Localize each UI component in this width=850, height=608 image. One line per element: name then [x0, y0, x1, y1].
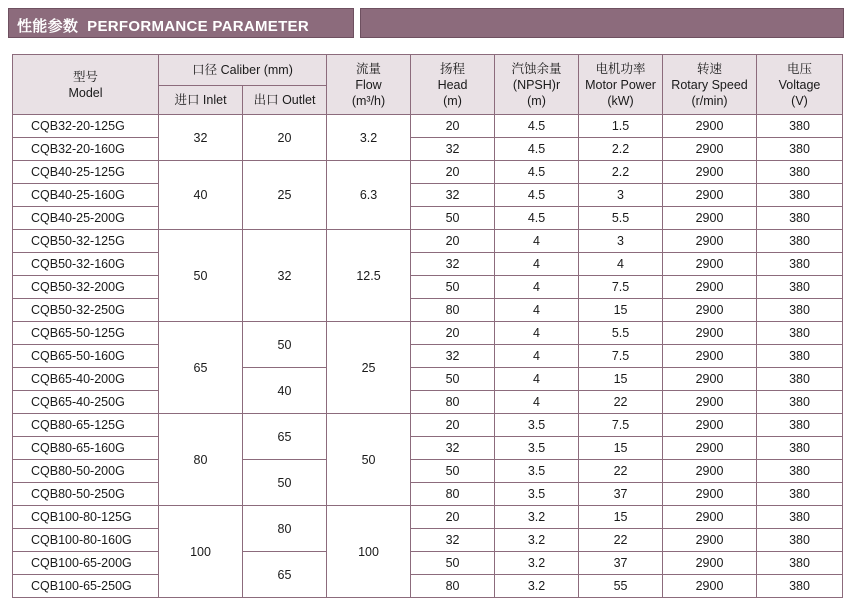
cell-speed: 2900 [663, 529, 757, 552]
cell-head: 32 [411, 437, 495, 460]
table-row [13, 368, 843, 391]
cell-speed: 2900 [663, 230, 757, 253]
cell-inlet: 32 [159, 115, 243, 161]
cell-head: 32 [411, 529, 495, 552]
cell-inlet: 50 [159, 230, 243, 322]
cell-power: 55 [579, 575, 663, 598]
cell-power: 2.2 [579, 161, 663, 184]
header-inlet: 进口 Inlet [159, 86, 243, 115]
cell-model: CQB32-20-160G [13, 138, 159, 161]
cell-npsh: 4.5 [495, 161, 579, 184]
cell-inlet: 100 [159, 506, 243, 598]
cell-model: CQB50-32-200G [13, 276, 159, 299]
cell-power: 15 [579, 299, 663, 322]
header-model [13, 55, 159, 115]
cell-head: 50 [411, 368, 495, 391]
header-outlet: 出口 Outlet [243, 86, 327, 115]
cell-npsh: 4 [495, 253, 579, 276]
page-title [17, 15, 309, 36]
cell-head: 32 [411, 253, 495, 276]
cell-model: CQB100-80-160G [13, 529, 159, 552]
cell-model: CQB65-50-160G [13, 345, 159, 368]
cell-voltage: 380 [757, 138, 843, 161]
cell-speed: 2900 [663, 322, 757, 345]
cell-speed: 2900 [663, 184, 757, 207]
table-row [13, 391, 843, 414]
header-head [411, 55, 495, 115]
cell-power: 15 [579, 368, 663, 391]
cell-model: CQB50-32-160G [13, 253, 159, 276]
cell-voltage: 380 [757, 437, 843, 460]
cell-head: 20 [411, 161, 495, 184]
cell-npsh: 4.5 [495, 138, 579, 161]
header-npsh-cn: 汽蚀余量 [511, 61, 562, 76]
table-row [13, 345, 843, 368]
cell-flow: 100 [327, 506, 411, 598]
cell-power: 22 [579, 529, 663, 552]
header-flow-cn: 流量 [356, 61, 382, 76]
cell-flow: 6.3 [327, 161, 411, 230]
title-bar-extension [360, 8, 844, 38]
cell-flow: 25 [327, 322, 411, 414]
cell-npsh: 3.2 [495, 575, 579, 598]
cell-npsh: 4 [495, 276, 579, 299]
cell-head: 32 [411, 138, 495, 161]
cell-npsh: 4.5 [495, 115, 579, 138]
cell-npsh: 4 [495, 345, 579, 368]
cell-power: 7.5 [579, 345, 663, 368]
cell-power: 15 [579, 437, 663, 460]
table-row [13, 483, 843, 506]
header-npsh [495, 55, 579, 115]
cell-inlet: 40 [159, 161, 243, 230]
header-flow-unit: (m³/h) [351, 93, 386, 108]
table-row [13, 575, 843, 598]
cell-inlet: 80 [159, 414, 243, 506]
cell-model: CQB65-40-250G [13, 391, 159, 414]
header-voltage-unit: (V) [791, 93, 808, 108]
header-speed-unit: (r/min) [691, 93, 728, 108]
table-row [13, 414, 843, 437]
cell-voltage: 380 [757, 460, 843, 483]
performance-table [12, 54, 843, 598]
cell-npsh: 4.5 [495, 184, 579, 207]
cell-model: CQB80-65-160G [13, 437, 159, 460]
cell-voltage: 380 [757, 230, 843, 253]
header-head-cn: 扬程 [440, 61, 466, 76]
cell-voltage: 380 [757, 345, 843, 368]
cell-outlet: 50 [243, 322, 327, 368]
cell-voltage: 380 [757, 322, 843, 345]
cell-speed: 2900 [663, 506, 757, 529]
cell-npsh: 3.5 [495, 460, 579, 483]
table-row [13, 552, 843, 575]
cell-outlet: 40 [243, 368, 327, 414]
cell-head: 20 [411, 506, 495, 529]
table-row [13, 437, 843, 460]
cell-npsh: 4 [495, 230, 579, 253]
table-row [13, 299, 843, 322]
cell-npsh: 3.5 [495, 483, 579, 506]
cell-model: CQB40-25-200G [13, 207, 159, 230]
cell-speed: 2900 [663, 391, 757, 414]
header-flow-en: Flow [355, 77, 382, 92]
cell-flow: 3.2 [327, 115, 411, 161]
cell-model: CQB32-20-125G [13, 115, 159, 138]
cell-power: 2.2 [579, 138, 663, 161]
cell-speed: 2900 [663, 483, 757, 506]
cell-power: 3 [579, 230, 663, 253]
table-row [13, 253, 843, 276]
header-power [579, 55, 663, 115]
table-body [13, 115, 843, 598]
header-npsh-unit: (m) [527, 93, 546, 108]
cell-voltage: 380 [757, 483, 843, 506]
cell-outlet: 32 [243, 230, 327, 322]
cell-outlet: 25 [243, 161, 327, 230]
table-row [13, 184, 843, 207]
cell-voltage: 380 [757, 207, 843, 230]
header-npsh-en: (NPSH)r [512, 77, 561, 92]
cell-power: 1.5 [579, 115, 663, 138]
cell-head: 32 [411, 345, 495, 368]
cell-model: CQB65-40-200G [13, 368, 159, 391]
header-power-cn: 电机功率 [595, 61, 646, 76]
table-row [13, 276, 843, 299]
title-cn: 性能参数 [17, 18, 79, 35]
cell-voltage: 380 [757, 414, 843, 437]
cell-npsh: 3.5 [495, 437, 579, 460]
cell-speed: 2900 [663, 552, 757, 575]
header-voltage [757, 55, 843, 115]
header-flow [327, 55, 411, 115]
cell-power: 4 [579, 253, 663, 276]
cell-power: 15 [579, 506, 663, 529]
cell-model: CQB40-25-125G [13, 161, 159, 184]
cell-npsh: 4.5 [495, 207, 579, 230]
table-row [13, 161, 843, 184]
cell-model: CQB80-50-200G [13, 460, 159, 483]
cell-model: CQB100-65-250G [13, 575, 159, 598]
cell-outlet: 20 [243, 115, 327, 161]
header-model-cn: 型号 [72, 69, 98, 84]
header-model-en: Model [68, 85, 103, 100]
cell-head: 20 [411, 322, 495, 345]
title-bar [8, 8, 844, 38]
cell-voltage: 380 [757, 529, 843, 552]
cell-head: 80 [411, 575, 495, 598]
header-speed-cn: 转速 [697, 61, 723, 76]
header-voltage-cn: 电压 [787, 61, 813, 76]
cell-speed: 2900 [663, 253, 757, 276]
cell-voltage: 380 [757, 276, 843, 299]
cell-model: CQB80-65-125G [13, 414, 159, 437]
cell-head: 80 [411, 299, 495, 322]
table-row [13, 529, 843, 552]
cell-power: 7.5 [579, 414, 663, 437]
cell-voltage: 380 [757, 575, 843, 598]
header-speed-en: Rotary Speed [671, 77, 748, 92]
cell-voltage: 380 [757, 161, 843, 184]
table-row [13, 230, 843, 253]
cell-speed: 2900 [663, 138, 757, 161]
cell-voltage: 380 [757, 253, 843, 276]
cell-voltage: 380 [757, 391, 843, 414]
header-caliber: 口径 Caliber (mm) [159, 55, 327, 86]
cell-model: CQB80-50-250G [13, 483, 159, 506]
cell-speed: 2900 [663, 299, 757, 322]
cell-head: 80 [411, 391, 495, 414]
cell-speed: 2900 [663, 161, 757, 184]
cell-outlet: 65 [243, 552, 327, 598]
cell-speed: 2900 [663, 115, 757, 138]
cell-power: 22 [579, 391, 663, 414]
cell-npsh: 3.2 [495, 552, 579, 575]
cell-inlet: 65 [159, 322, 243, 414]
cell-power: 5.5 [579, 207, 663, 230]
cell-speed: 2900 [663, 437, 757, 460]
cell-head: 20 [411, 414, 495, 437]
cell-head: 50 [411, 552, 495, 575]
cell-outlet: 65 [243, 414, 327, 460]
cell-flow: 50 [327, 414, 411, 506]
cell-flow: 12.5 [327, 230, 411, 322]
cell-head: 32 [411, 184, 495, 207]
cell-power: 5.5 [579, 322, 663, 345]
performance-table-wrapper [12, 54, 842, 598]
cell-head: 50 [411, 460, 495, 483]
cell-head: 80 [411, 483, 495, 506]
table-row [13, 460, 843, 483]
cell-npsh: 4 [495, 391, 579, 414]
cell-npsh: 3.2 [495, 506, 579, 529]
cell-npsh: 3.2 [495, 529, 579, 552]
table-row [13, 322, 843, 345]
cell-speed: 2900 [663, 368, 757, 391]
table-row [13, 138, 843, 161]
cell-speed: 2900 [663, 460, 757, 483]
cell-power: 7.5 [579, 276, 663, 299]
cell-model: CQB40-25-160G [13, 184, 159, 207]
cell-speed: 2900 [663, 345, 757, 368]
cell-model: CQB100-80-125G [13, 506, 159, 529]
cell-outlet: 80 [243, 506, 327, 552]
header-power-unit: (kW) [607, 93, 634, 108]
cell-model: CQB65-50-125G [13, 322, 159, 345]
cell-power: 37 [579, 483, 663, 506]
cell-outlet: 50 [243, 460, 327, 506]
header-voltage-en: Voltage [778, 77, 821, 92]
cell-model: CQB100-65-200G [13, 552, 159, 575]
header-power-en: Motor Power [585, 77, 656, 92]
cell-speed: 2900 [663, 575, 757, 598]
cell-voltage: 380 [757, 115, 843, 138]
cell-model: CQB50-32-125G [13, 230, 159, 253]
cell-power: 3 [579, 184, 663, 207]
cell-head: 20 [411, 230, 495, 253]
cell-npsh: 4 [495, 368, 579, 391]
header-head-en: Head [437, 77, 468, 92]
title-banner [8, 8, 354, 38]
table-row [13, 115, 843, 138]
cell-power: 22 [579, 460, 663, 483]
title-en: PERFORMANCE PARAMETER [87, 18, 309, 35]
cell-voltage: 380 [757, 552, 843, 575]
cell-power: 37 [579, 552, 663, 575]
cell-head: 20 [411, 115, 495, 138]
cell-head: 50 [411, 207, 495, 230]
cell-head: 50 [411, 276, 495, 299]
cell-voltage: 380 [757, 368, 843, 391]
header-speed [663, 55, 757, 115]
cell-speed: 2900 [663, 414, 757, 437]
cell-npsh: 4 [495, 299, 579, 322]
table-row [13, 506, 843, 529]
header-head-unit: (m) [443, 93, 462, 108]
cell-voltage: 380 [757, 184, 843, 207]
cell-npsh: 4 [495, 322, 579, 345]
cell-voltage: 380 [757, 506, 843, 529]
cell-npsh: 3.5 [495, 414, 579, 437]
table-row [13, 207, 843, 230]
cell-speed: 2900 [663, 276, 757, 299]
cell-speed: 2900 [663, 207, 757, 230]
cell-voltage: 380 [757, 299, 843, 322]
cell-model: CQB50-32-250G [13, 299, 159, 322]
